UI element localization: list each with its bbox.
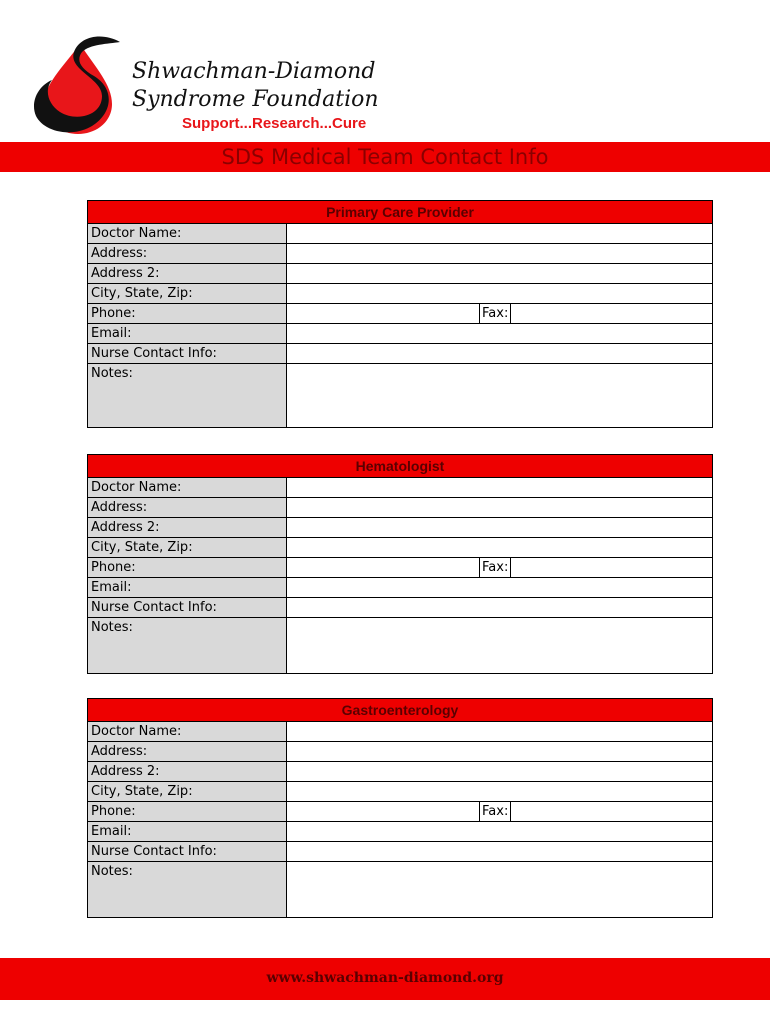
form-row-phone xyxy=(88,802,712,822)
tagline: Support...Research...Cure xyxy=(182,115,367,132)
address2-field[interactable] xyxy=(287,762,712,781)
form-row-email xyxy=(88,324,712,344)
field-label: Nurse Contact Info: xyxy=(88,842,287,861)
doctor-name-field[interactable] xyxy=(287,478,712,497)
phone-field[interactable] xyxy=(287,304,712,323)
form-row-email xyxy=(88,822,712,842)
form-row-doctor-name xyxy=(88,722,712,742)
form-row-address2 xyxy=(88,762,712,782)
form-row-email xyxy=(88,578,712,598)
field-label: Phone: xyxy=(88,802,287,821)
email-field[interactable] xyxy=(287,822,712,841)
address-field[interactable] xyxy=(287,244,712,263)
fax-label: Fax: xyxy=(479,802,511,821)
field-label: City, State, Zip: xyxy=(88,538,287,557)
field-label: Doctor Name: xyxy=(88,224,287,243)
city-state-zip-field[interactable] xyxy=(287,538,712,557)
nurse-contact-field[interactable] xyxy=(287,598,712,617)
field-label: Notes: xyxy=(88,618,287,673)
section-heading: Hematologist xyxy=(88,455,712,478)
field-label: Address 2: xyxy=(88,264,287,283)
section-heading: Primary Care Provider xyxy=(88,201,712,224)
fax-label: Fax: xyxy=(479,558,511,577)
field-label: Email: xyxy=(88,822,287,841)
address-field[interactable] xyxy=(287,498,712,517)
footer-url[interactable]: www.shwachman-diamond.org xyxy=(266,970,504,986)
field-label: City, State, Zip: xyxy=(88,782,287,801)
email-field[interactable] xyxy=(287,324,712,343)
form-row-address2 xyxy=(88,518,712,538)
field-label: Nurse Contact Info: xyxy=(88,344,287,363)
org-name-line1: Shwachman-Diamond xyxy=(132,59,376,84)
field-label: Address: xyxy=(88,742,287,761)
field-label: Doctor Name: xyxy=(88,722,287,741)
form-row-city xyxy=(88,538,712,558)
nurse-contact-field[interactable] xyxy=(287,842,712,861)
doctor-name-field[interactable] xyxy=(287,722,712,741)
field-label: Nurse Contact Info: xyxy=(88,598,287,617)
field-label: Notes: xyxy=(88,364,287,427)
doctor-name-field[interactable] xyxy=(287,224,712,243)
form-row-city xyxy=(88,284,712,304)
form-row-notes xyxy=(88,364,712,427)
field-label: Address: xyxy=(88,498,287,517)
field-label: Address: xyxy=(88,244,287,263)
form-row-doctor-name xyxy=(88,224,712,244)
form-row-city xyxy=(88,782,712,802)
address2-field[interactable] xyxy=(287,264,712,283)
form-row-nurse xyxy=(88,598,712,618)
notes-field[interactable] xyxy=(287,364,712,427)
field-label: Address 2: xyxy=(88,518,287,537)
form-row-address xyxy=(88,244,712,264)
form-row-address xyxy=(88,498,712,518)
form-row-address2 xyxy=(88,264,712,284)
title-band xyxy=(0,142,770,172)
phone-field[interactable] xyxy=(287,802,712,821)
notes-field[interactable] xyxy=(287,862,712,917)
form-row-notes xyxy=(88,862,712,917)
field-label: Email: xyxy=(88,578,287,597)
email-field[interactable] xyxy=(287,578,712,597)
field-label: Email: xyxy=(88,324,287,343)
fax-label: Fax: xyxy=(479,304,511,323)
footer-band xyxy=(0,958,770,1000)
section-primary-care xyxy=(87,200,713,428)
form-row-phone xyxy=(88,558,712,578)
city-state-zip-field[interactable] xyxy=(287,284,712,303)
address-field[interactable] xyxy=(287,742,712,761)
form-row-nurse xyxy=(88,344,712,364)
notes-field[interactable] xyxy=(287,618,712,673)
section-gastroenterology xyxy=(87,698,713,918)
page-title: SDS Medical Team Contact Info xyxy=(221,145,549,169)
field-label: Phone: xyxy=(88,558,287,577)
form-row-phone xyxy=(88,304,712,324)
form-row-doctor-name xyxy=(88,478,712,498)
section-hematologist xyxy=(87,454,713,674)
form-row-address xyxy=(88,742,712,762)
field-label: City, State, Zip: xyxy=(88,284,287,303)
form-row-nurse xyxy=(88,842,712,862)
city-state-zip-field[interactable] xyxy=(287,782,712,801)
field-label: Notes: xyxy=(88,862,287,917)
phone-field[interactable] xyxy=(287,558,712,577)
field-label: Doctor Name: xyxy=(88,478,287,497)
address2-field[interactable] xyxy=(287,518,712,537)
section-heading: Gastroenterology xyxy=(88,699,712,722)
nurse-contact-field[interactable] xyxy=(287,344,712,363)
foundation-logo xyxy=(22,30,442,140)
org-name-line2: Syndrome Foundation xyxy=(132,87,379,112)
field-label: Address 2: xyxy=(88,762,287,781)
form-row-notes xyxy=(88,618,712,673)
field-label: Phone: xyxy=(88,304,287,323)
drop-s-logo-icon xyxy=(22,30,132,140)
